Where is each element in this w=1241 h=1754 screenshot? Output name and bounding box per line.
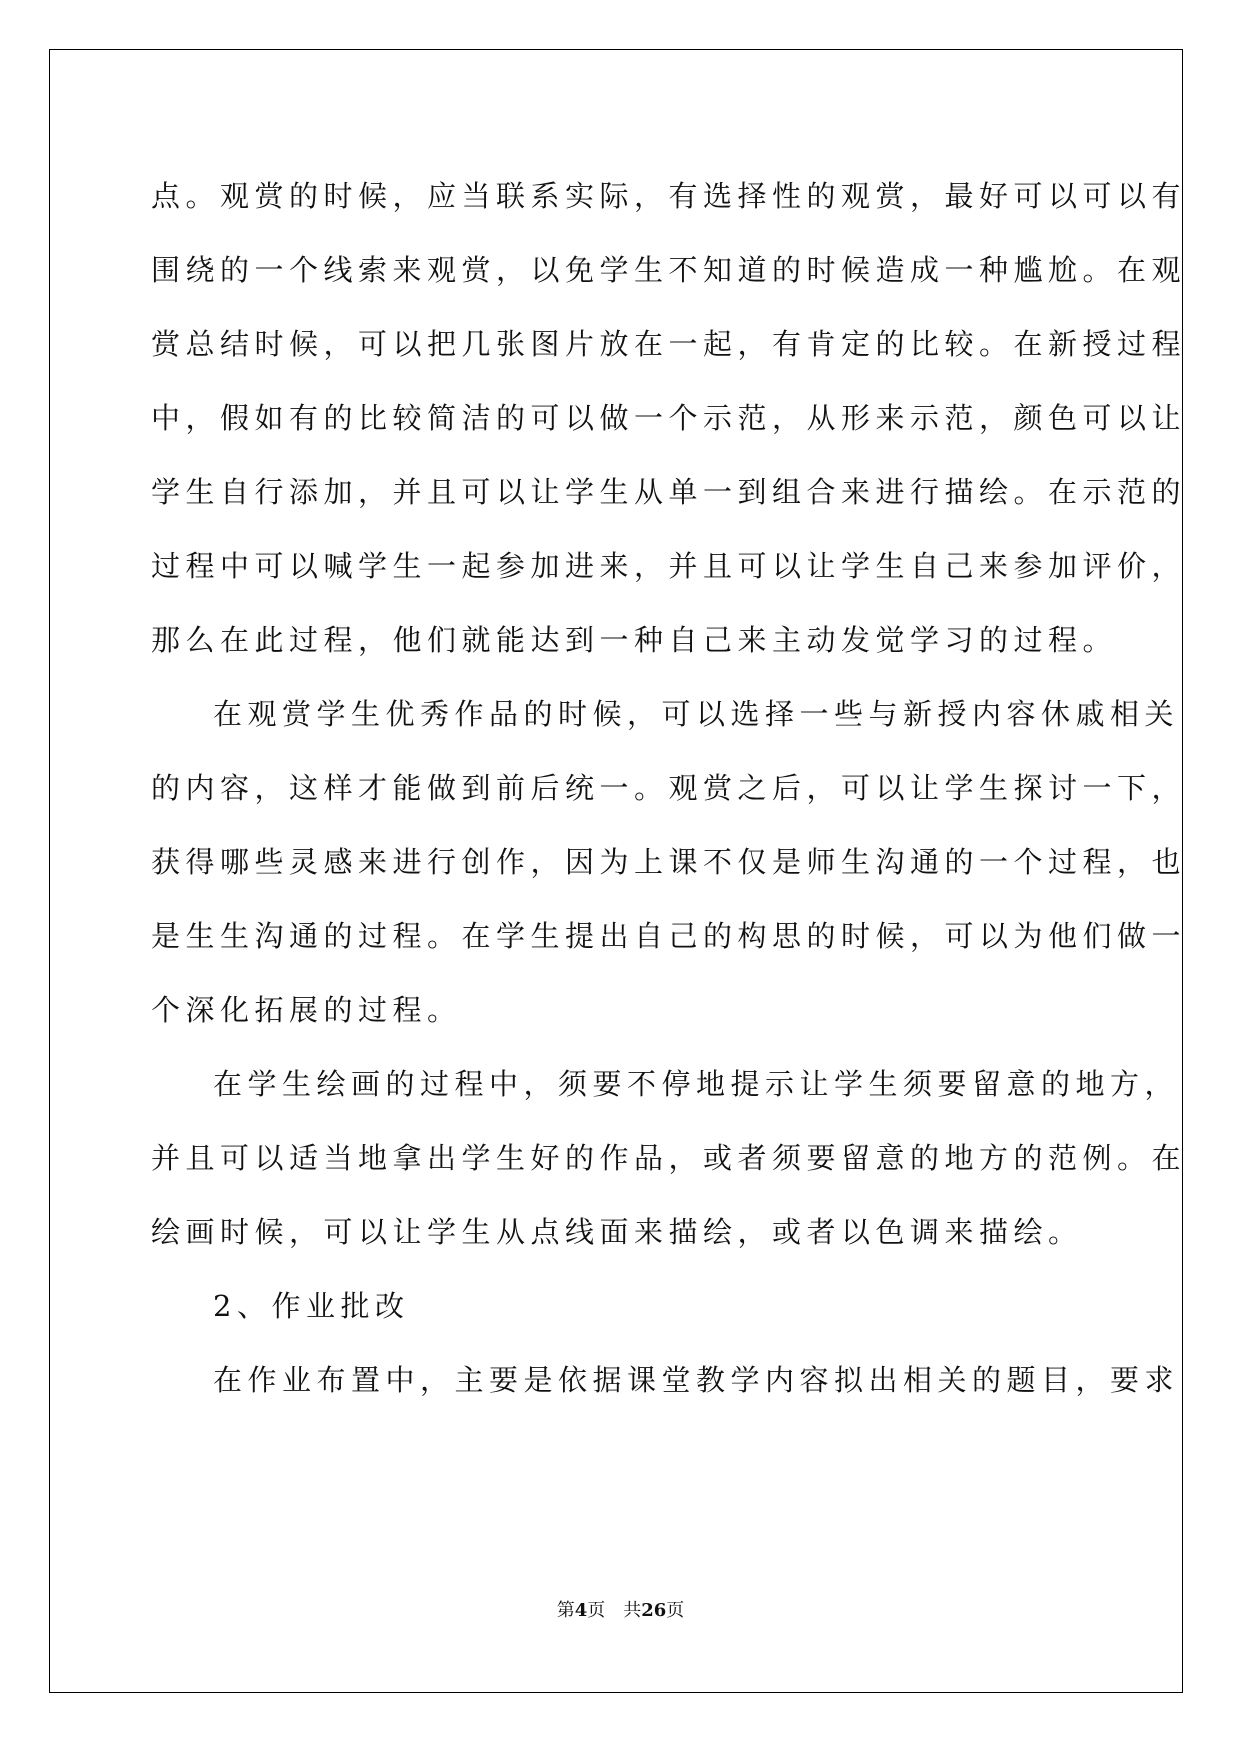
- text-line: 并且可以适当地拿出学生好的作品，或者须要留意的地方的范例。在: [151, 1141, 1187, 1175]
- section-heading: 2、作业批改: [213, 1289, 410, 1323]
- footer-mid: 页 共: [587, 1600, 642, 1621]
- text-line: 过程中可以喊学生一起参加进来，并且可以让学生自己来参加评价，: [151, 549, 1187, 583]
- text-line: 点。观赏的时候，应当联系实际，有选择性的观赏，最好可以可以有: [151, 179, 1187, 213]
- text-line: 在学生绘画的过程中，须要不停地提示让学生须要留意的地方，: [213, 1067, 1180, 1101]
- text-line: 围绕的一个线索来观赏，以免学生不知道的时候造成一种尴尬。在观: [151, 253, 1187, 287]
- text-line: 是生生沟通的过程。在学生提出自己的构思的时候，可以为他们做一: [151, 919, 1187, 953]
- text-line: 在作业布置中，主要是依据课堂教学内容拟出相关的题目，要求: [213, 1363, 1180, 1397]
- current-page-number: 4: [574, 1600, 588, 1621]
- footer-suffix: 页: [666, 1600, 685, 1621]
- text-line: 绘画时候，可以让学生从点线面来描绘，或者以色调来描绘。: [151, 1215, 1083, 1249]
- text-line: 那么在此过程，他们就能达到一种自己来主动发觉学习的过程。: [151, 623, 1118, 657]
- text-line: 学生自行添加，并且可以让学生从单一到组合来进行描绘。在示范的: [151, 475, 1187, 509]
- total-page-count: 26: [641, 1600, 667, 1621]
- text-line: 在观赏学生优秀作品的时候，可以选择一些与新授内容休戚相关: [213, 697, 1180, 731]
- text-line: 获得哪些灵感来进行创作，因为上课不仅是师生沟通的一个过程，也: [151, 845, 1187, 879]
- text-line: 中，假如有的比较简洁的可以做一个示范，从形来示范，颜色可以让: [151, 401, 1187, 435]
- text-line: 赏总结时候，可以把几张图片放在一起，有肯定的比较。在新授过程: [151, 327, 1187, 361]
- footer-prefix: 第: [556, 1600, 575, 1621]
- page-footer: [0, 1596, 1241, 1622]
- text-line: 的内容，这样才能做到前后统一。观赏之后，可以让学生探讨一下，: [151, 771, 1187, 805]
- text-line: 个深化拓展的过程。: [151, 993, 462, 1027]
